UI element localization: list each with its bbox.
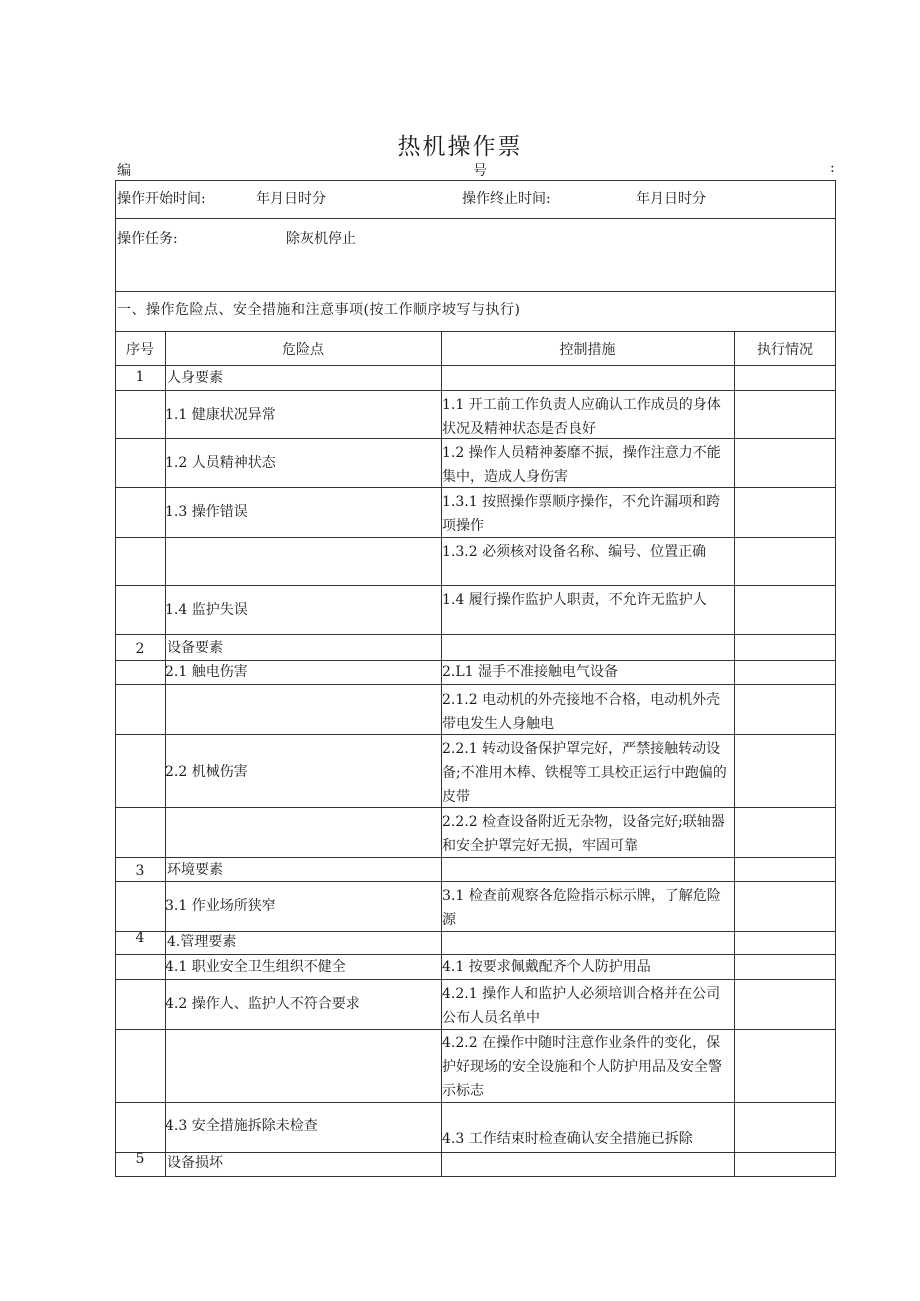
row-control: 4.1 按要求佩戴配齐个人防护用品 [442, 959, 651, 975]
number-label-colon: : [830, 160, 835, 176]
task-label: 操作任务: [117, 231, 178, 247]
row-hazard: 2.2 机械伤害 [165, 764, 248, 780]
col-header-control: 控制措施 [559, 342, 616, 358]
row-hazard: 1.2 人员精神状态 [165, 455, 276, 471]
row-seq: 3 [135, 863, 145, 879]
row-hazard: 4.管理要素 [167, 934, 237, 950]
start-time-value: 年月日时分 [256, 191, 326, 207]
start-time-label: 操作开始时间: [117, 191, 206, 207]
row-control: 4.2.1 操作人和监护人必须培训合格并在公司公布人员名单中 [442, 986, 721, 1026]
row-hazard: 设备损坏 [167, 1155, 223, 1171]
row-hazard: 人身要素 [167, 370, 223, 386]
number-label-left: 编 [117, 163, 131, 179]
row-hazard: 2.1 触电伤害 [165, 664, 248, 680]
row-seq: 5 [135, 1151, 145, 1167]
col-header-hazard: 危险点 [282, 342, 324, 358]
row-hazard: 1.3 操作错误 [165, 504, 248, 520]
row-control: 2.2.2 检查设备附近无杂物，设备完好;联轴器和安全护罩完好无损，牢固可靠 [442, 814, 725, 854]
row-hazard: 4.3 安全措施拆除未检查 [165, 1118, 318, 1134]
row-control: 4.3 工作结束时检查确认安全措施已拆除 [442, 1131, 693, 1147]
number-line [115, 160, 837, 180]
row-control: 2.L1 湿手不准接触电气设备 [442, 664, 619, 680]
number-label-mid: 号 [473, 163, 487, 179]
col-header-seq: 序号 [126, 342, 154, 358]
row-seq: 1 [135, 369, 145, 385]
end-time-value: 年月日时分 [636, 191, 706, 207]
row-hazard: 4.1 职业安全卫生组织不健全 [165, 959, 346, 975]
row-control: 1.3.1 按照操作票顺序操作，不允许漏项和跨项操作 [442, 494, 721, 534]
row-hazard: 3.1 作业场所狭窄 [165, 898, 276, 914]
row-control: 3.1 检查前观察各危险指示标示牌，了解危险源 [442, 888, 721, 928]
row-hazard: 4.2 操作人、监护人不符合要求 [165, 996, 360, 1012]
row-control: 2.1.2 电动机的外壳接地不合格，电动机外壳带电发生人身触电 [442, 692, 721, 732]
row-control: 1.3.2 必须核对设备名称、编号、位置正确 [442, 544, 707, 560]
task-value: 除灰机停止 [286, 231, 356, 247]
row-seq: 4 [135, 930, 145, 946]
row-control: 4.2.2 在操作中随时注意作业条件的变化，保护好现场的安全设施和个人防护用品及安全警示标志 [442, 1035, 722, 1099]
row-control: 1.2 操作人员精神萎靡不振，操作注意力不能集中，造成人身伤害 [442, 445, 721, 485]
col-header-exec: 执行情况 [757, 342, 813, 358]
row-hazard: 1.4 监护失误 [165, 602, 248, 618]
row-hazard: 1.1 健康状况异常 [165, 407, 276, 423]
row-control: 1.1 开工前工作负责人应确认工作成员的身体状况及精神状态是否良好 [442, 397, 721, 437]
row-control: 2.2.1 转动设备保护罩完好，严禁接触转动设备;不准用木棒、铁棍等工具校正运行中跑偏的皮带 [442, 741, 727, 805]
row-seq: 2 [135, 641, 145, 657]
section-heading: 一、操作危险点、安全措施和注意事项(按工作顺序坡写与执行) [117, 302, 521, 318]
row-control: 1.4 履行操作监护人职责，不允许无监护人 [442, 592, 707, 608]
row-hazard: 设备要素 [167, 640, 223, 656]
row-hazard: 环境要素 [167, 862, 223, 878]
end-time-label: 操作终止时间: [462, 191, 551, 207]
page-title: 热机操作票 [397, 134, 523, 160]
